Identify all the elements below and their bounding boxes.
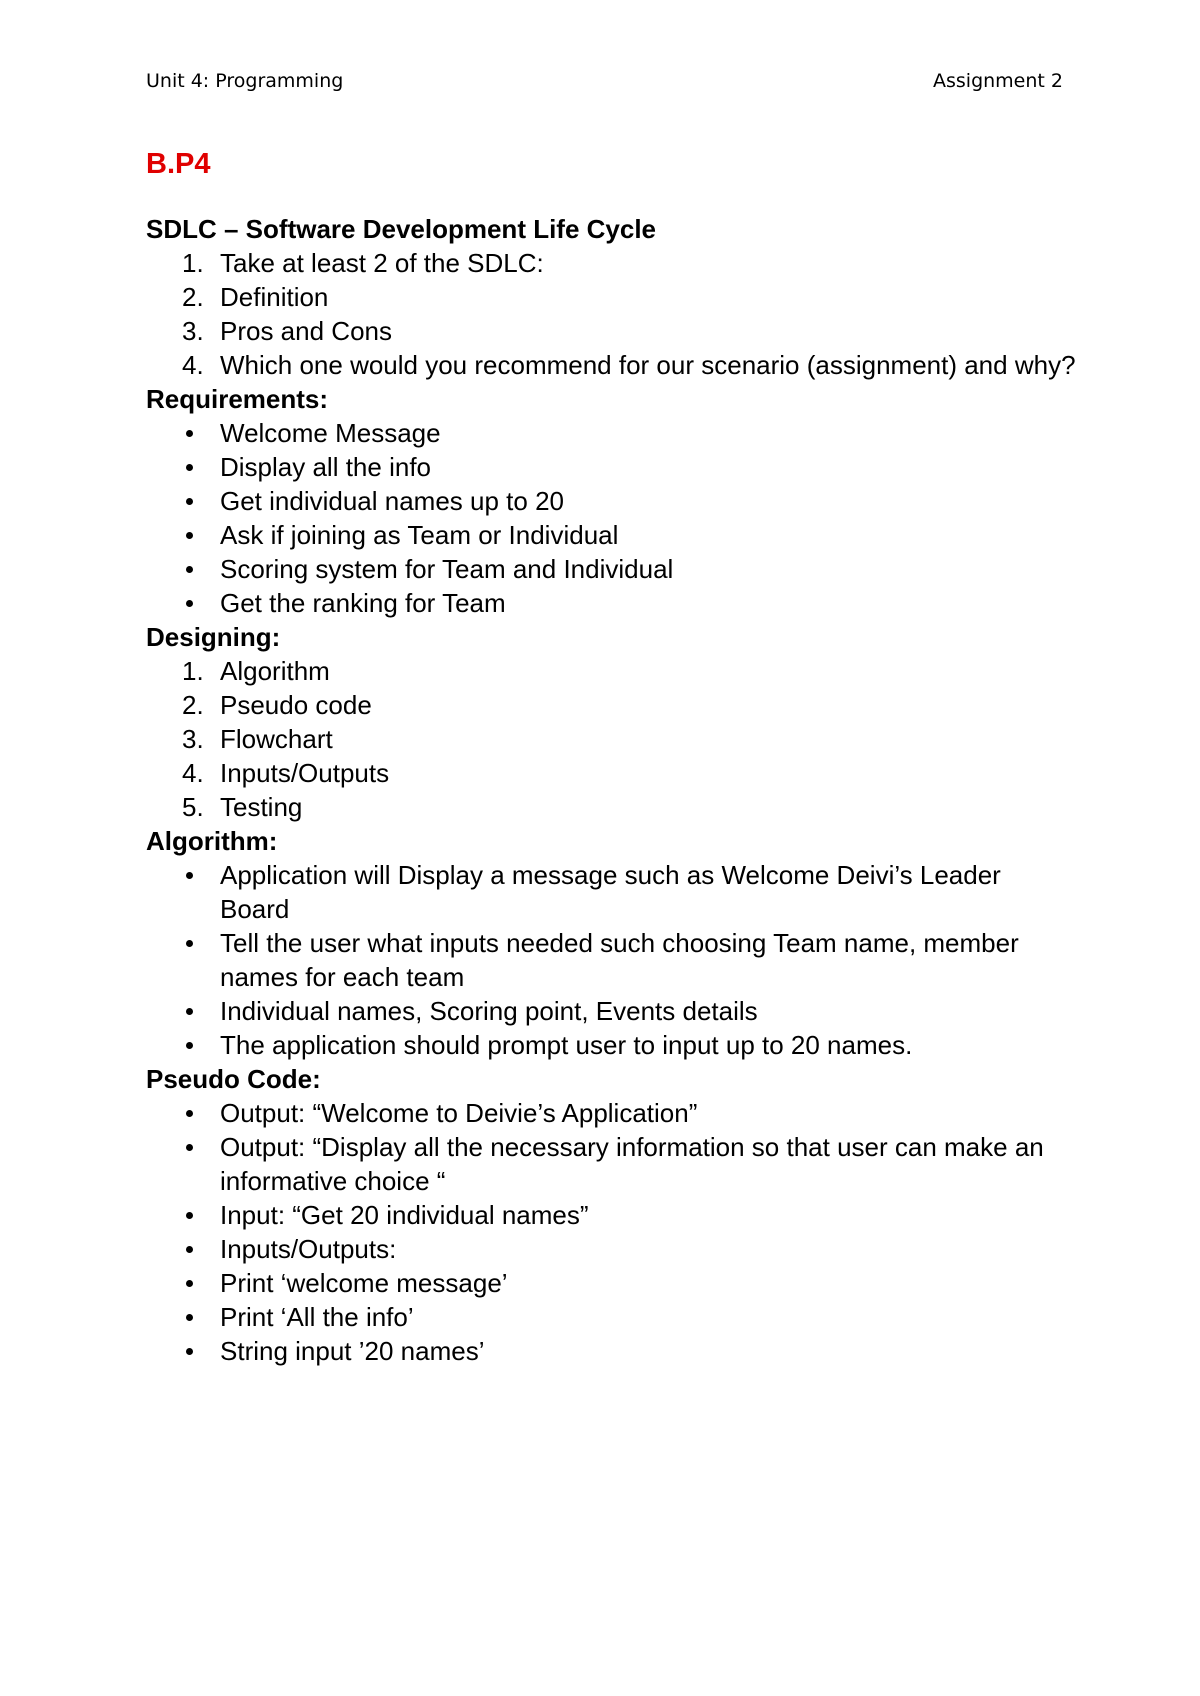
requirement-item [146,450,1076,484]
requirement-item [146,518,1076,552]
pseudo-code-item [146,1096,1076,1130]
list-item-text: Take at least 2 of the SDLC: [220,248,544,278]
designing-heading: Designing: [146,622,281,652]
bullet-icon [186,1314,193,1321]
list-number: 3. [182,724,204,754]
bullet-icon [186,1042,193,1049]
bullet-icon [186,600,193,607]
pseudo-code-item [146,1300,1076,1334]
list-item-text: Application will Display a message such as Welcome Deivi’s Leader Board [220,860,1001,924]
bullet-icon [186,1144,193,1151]
list-number: 1. [182,248,204,278]
designing-item [146,790,1076,824]
document-body [146,146,1076,1368]
bullet-icon [186,430,193,437]
algorithm-item [146,926,1076,994]
list-item-text: Ask if joining as Team or Individual [220,520,619,550]
bullet-icon [186,940,193,947]
list-number: 1. [182,656,204,686]
bullet-icon [186,1348,193,1355]
page-header [146,70,1063,100]
sdlc-item [146,314,1076,348]
bullet-icon [186,1280,193,1287]
sdlc-item [146,348,1076,382]
requirements-list [146,416,1076,620]
header-unit-title: Unit 4: Programming [146,70,344,92]
requirement-item [146,586,1076,620]
list-number: 2. [182,282,204,312]
requirements-heading: Requirements: [146,384,329,414]
bullet-icon [186,1246,193,1253]
algorithm-item [146,858,1076,926]
list-item-text: Display all the info [220,452,431,482]
bullet-icon [186,1212,193,1219]
bullet-icon [186,498,193,505]
list-item-text: Input: “Get 20 individual names” [220,1200,589,1230]
list-item-text: String input ’20 names’ [220,1336,485,1366]
list-item-text: Tell the user what inputs needed such choosing Team name, member names for each team [220,928,1019,992]
list-item-text: Flowchart [220,724,333,754]
list-item-text: Testing [220,792,303,822]
list-item-text: Algorithm [220,656,330,686]
pseudo-code-item [146,1198,1076,1232]
sdlc-list [146,246,1076,382]
list-item-text: Definition [220,282,329,312]
bullet-icon [186,1008,193,1015]
list-item-text: Get the ranking for Team [220,588,506,618]
sdlc-item [146,280,1076,314]
list-item-text: Inputs/Outputs: [220,1234,397,1264]
bullet-icon [186,872,193,879]
pseudo-code-item [146,1130,1076,1198]
algorithm-item [146,1028,1076,1062]
list-number: 5. [182,792,204,822]
list-item-text: Which one would you recommend for our scenario (assignment) and why? [220,350,1076,380]
list-number: 4. [182,758,204,788]
bullet-icon [186,1110,193,1117]
sdlc-item [146,246,1076,280]
designing-item [146,654,1076,688]
requirement-item [146,552,1076,586]
list-item-text: Inputs/Outputs [220,758,390,788]
algorithm-heading: Algorithm: [146,826,278,856]
bullet-icon [186,532,193,539]
requirement-item [146,416,1076,450]
pseudo-code-item [146,1266,1076,1300]
list-item-text: Get individual names up to 20 [220,486,564,516]
algorithm-list [146,858,1076,1062]
list-item-text: Individual names, Scoring point, Events details [220,996,758,1026]
pseudo-code-heading: Pseudo Code: [146,1064,321,1094]
pseudo-code-item [146,1232,1076,1266]
list-item-text: The application should prompt user to input up to 20 names. [220,1030,913,1060]
algorithm-item [146,994,1076,1028]
bullet-icon [186,566,193,573]
list-item-text: Print ‘welcome message’ [220,1268,508,1298]
designing-item [146,688,1076,722]
list-item-text: Print ‘All the info’ [220,1302,414,1332]
pseudo-code-item [146,1334,1076,1368]
list-item-text: Scoring system for Team and Individual [220,554,674,584]
pseudo-code-list [146,1096,1076,1368]
list-number: 3. [182,316,204,346]
list-number: 2. [182,690,204,720]
designing-item [146,756,1076,790]
list-item-text: Pros and Cons [220,316,392,346]
list-item-text: Output: “Welcome to Deivie’s Application” [220,1098,698,1128]
designing-list [146,654,1076,824]
list-item-text: Output: “Display all the necessary information so that user can make an informative choice “ [220,1132,1044,1196]
document-title: B.P4 [146,148,211,180]
sdlc-heading: SDLC – Software Development Life Cycle [146,214,657,244]
designing-item [146,722,1076,756]
list-item-text: Pseudo code [220,690,372,720]
bullet-icon [186,464,193,471]
list-number: 4. [182,350,204,380]
header-assignment-label: Assignment 2 [933,70,1063,92]
requirement-item [146,484,1076,518]
list-item-text: Welcome Message [220,418,441,448]
